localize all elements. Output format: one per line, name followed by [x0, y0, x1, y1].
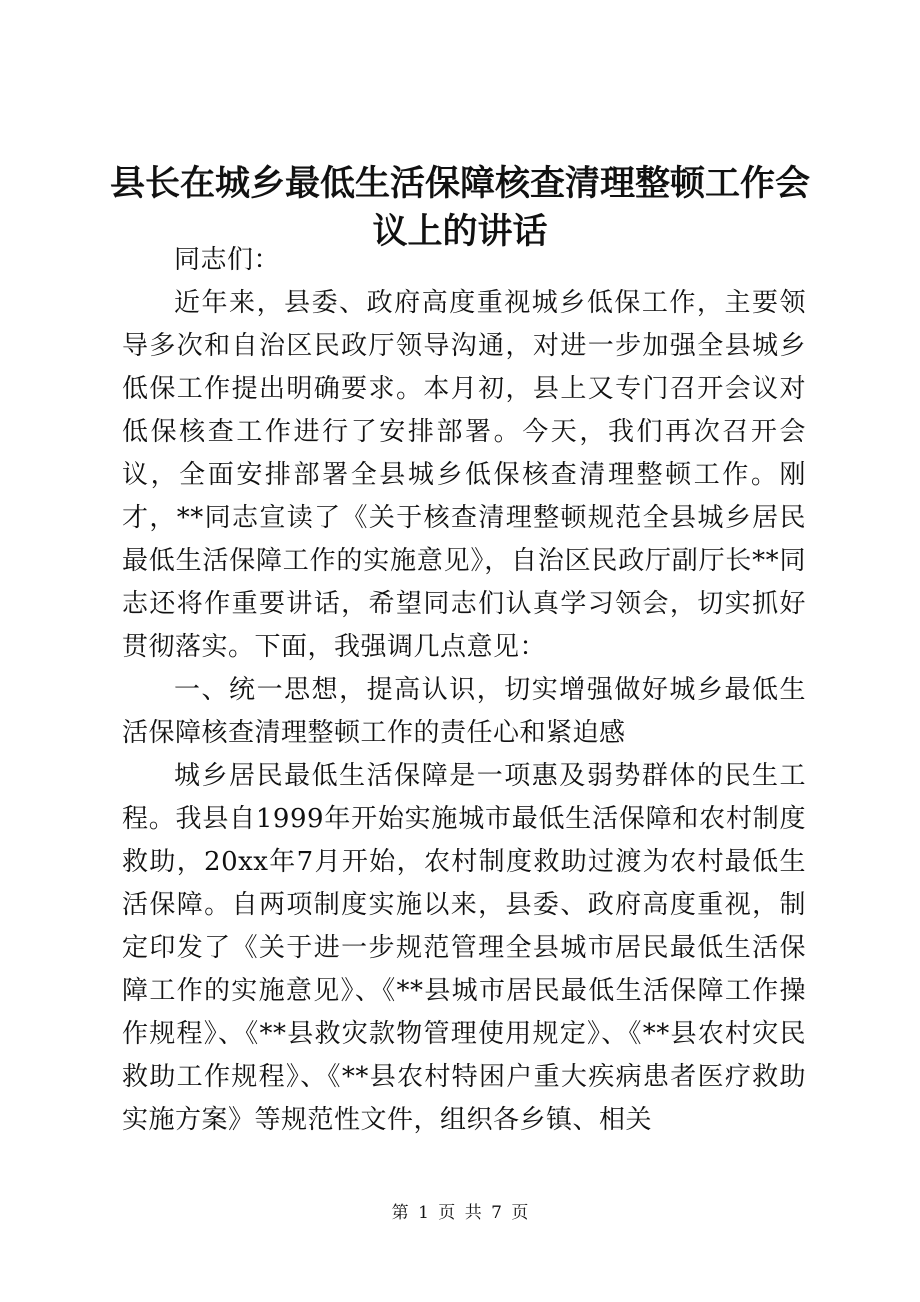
section-heading: 一、统一思想，提高认识，切实增强做好城乡最低生活保障核查清理整顿工作的责任心和紧迫感: [122, 675, 806, 748]
document-body: [122, 239, 806, 1142]
svg-text:www.zixin.com.cn: [0, 0, 1, 1]
intro-paragraph: 近年来，县委、政府高度重视城乡低保工作，主要领导多次和自治区民政厅领导沟通，对进一步加强全县城乡低保工作提出明确要求。本月初，县上又专门召开会议对低保核查工作进行了安排部署。今天，我们再次召开会议，全面安排部署全县城乡低保核查清理整顿工作。刚才，**同志宣读了《关于核查清理整顿规范全县城乡居民最低生活保障工作的实施意见》，自治区民政厅副厅长**同志还将作重要讲话，希望同志们认真学习领会，切实抓好贯彻落实。下面，我强调几点意见：: [122, 288, 806, 662]
page-number-footer: 第 1 页 共 7 页: [391, 1203, 529, 1223]
body-paragraph: 城乡居民最低生活保障是一项惠及弱势群体的民生工程。我县自1999年开始实施城市最低生活保障和农村制度救助，20xx年7月开始，农村制度救助过渡为农村最低生活保障。自两项制度实施以来，县委、政府高度重视，制定印发了《关于进一步规范管理全县城市居民最低生活保障工作的实施意见》、《**县城市居民最低生活保障工作操作规程》、《**县救灾款物管理使用规定》、《**县农村灾民救助工作规程》、《**县农村特困户重大疾病患者医疗救助实施方案》等规范性文件，组织各乡镇、相关: [122, 761, 806, 1135]
document-title: 县长在城乡最低生活保障核查清理整顿工作会议上的讲话: [110, 163, 811, 252]
salutation-paragraph: 同志们：: [174, 245, 281, 275]
